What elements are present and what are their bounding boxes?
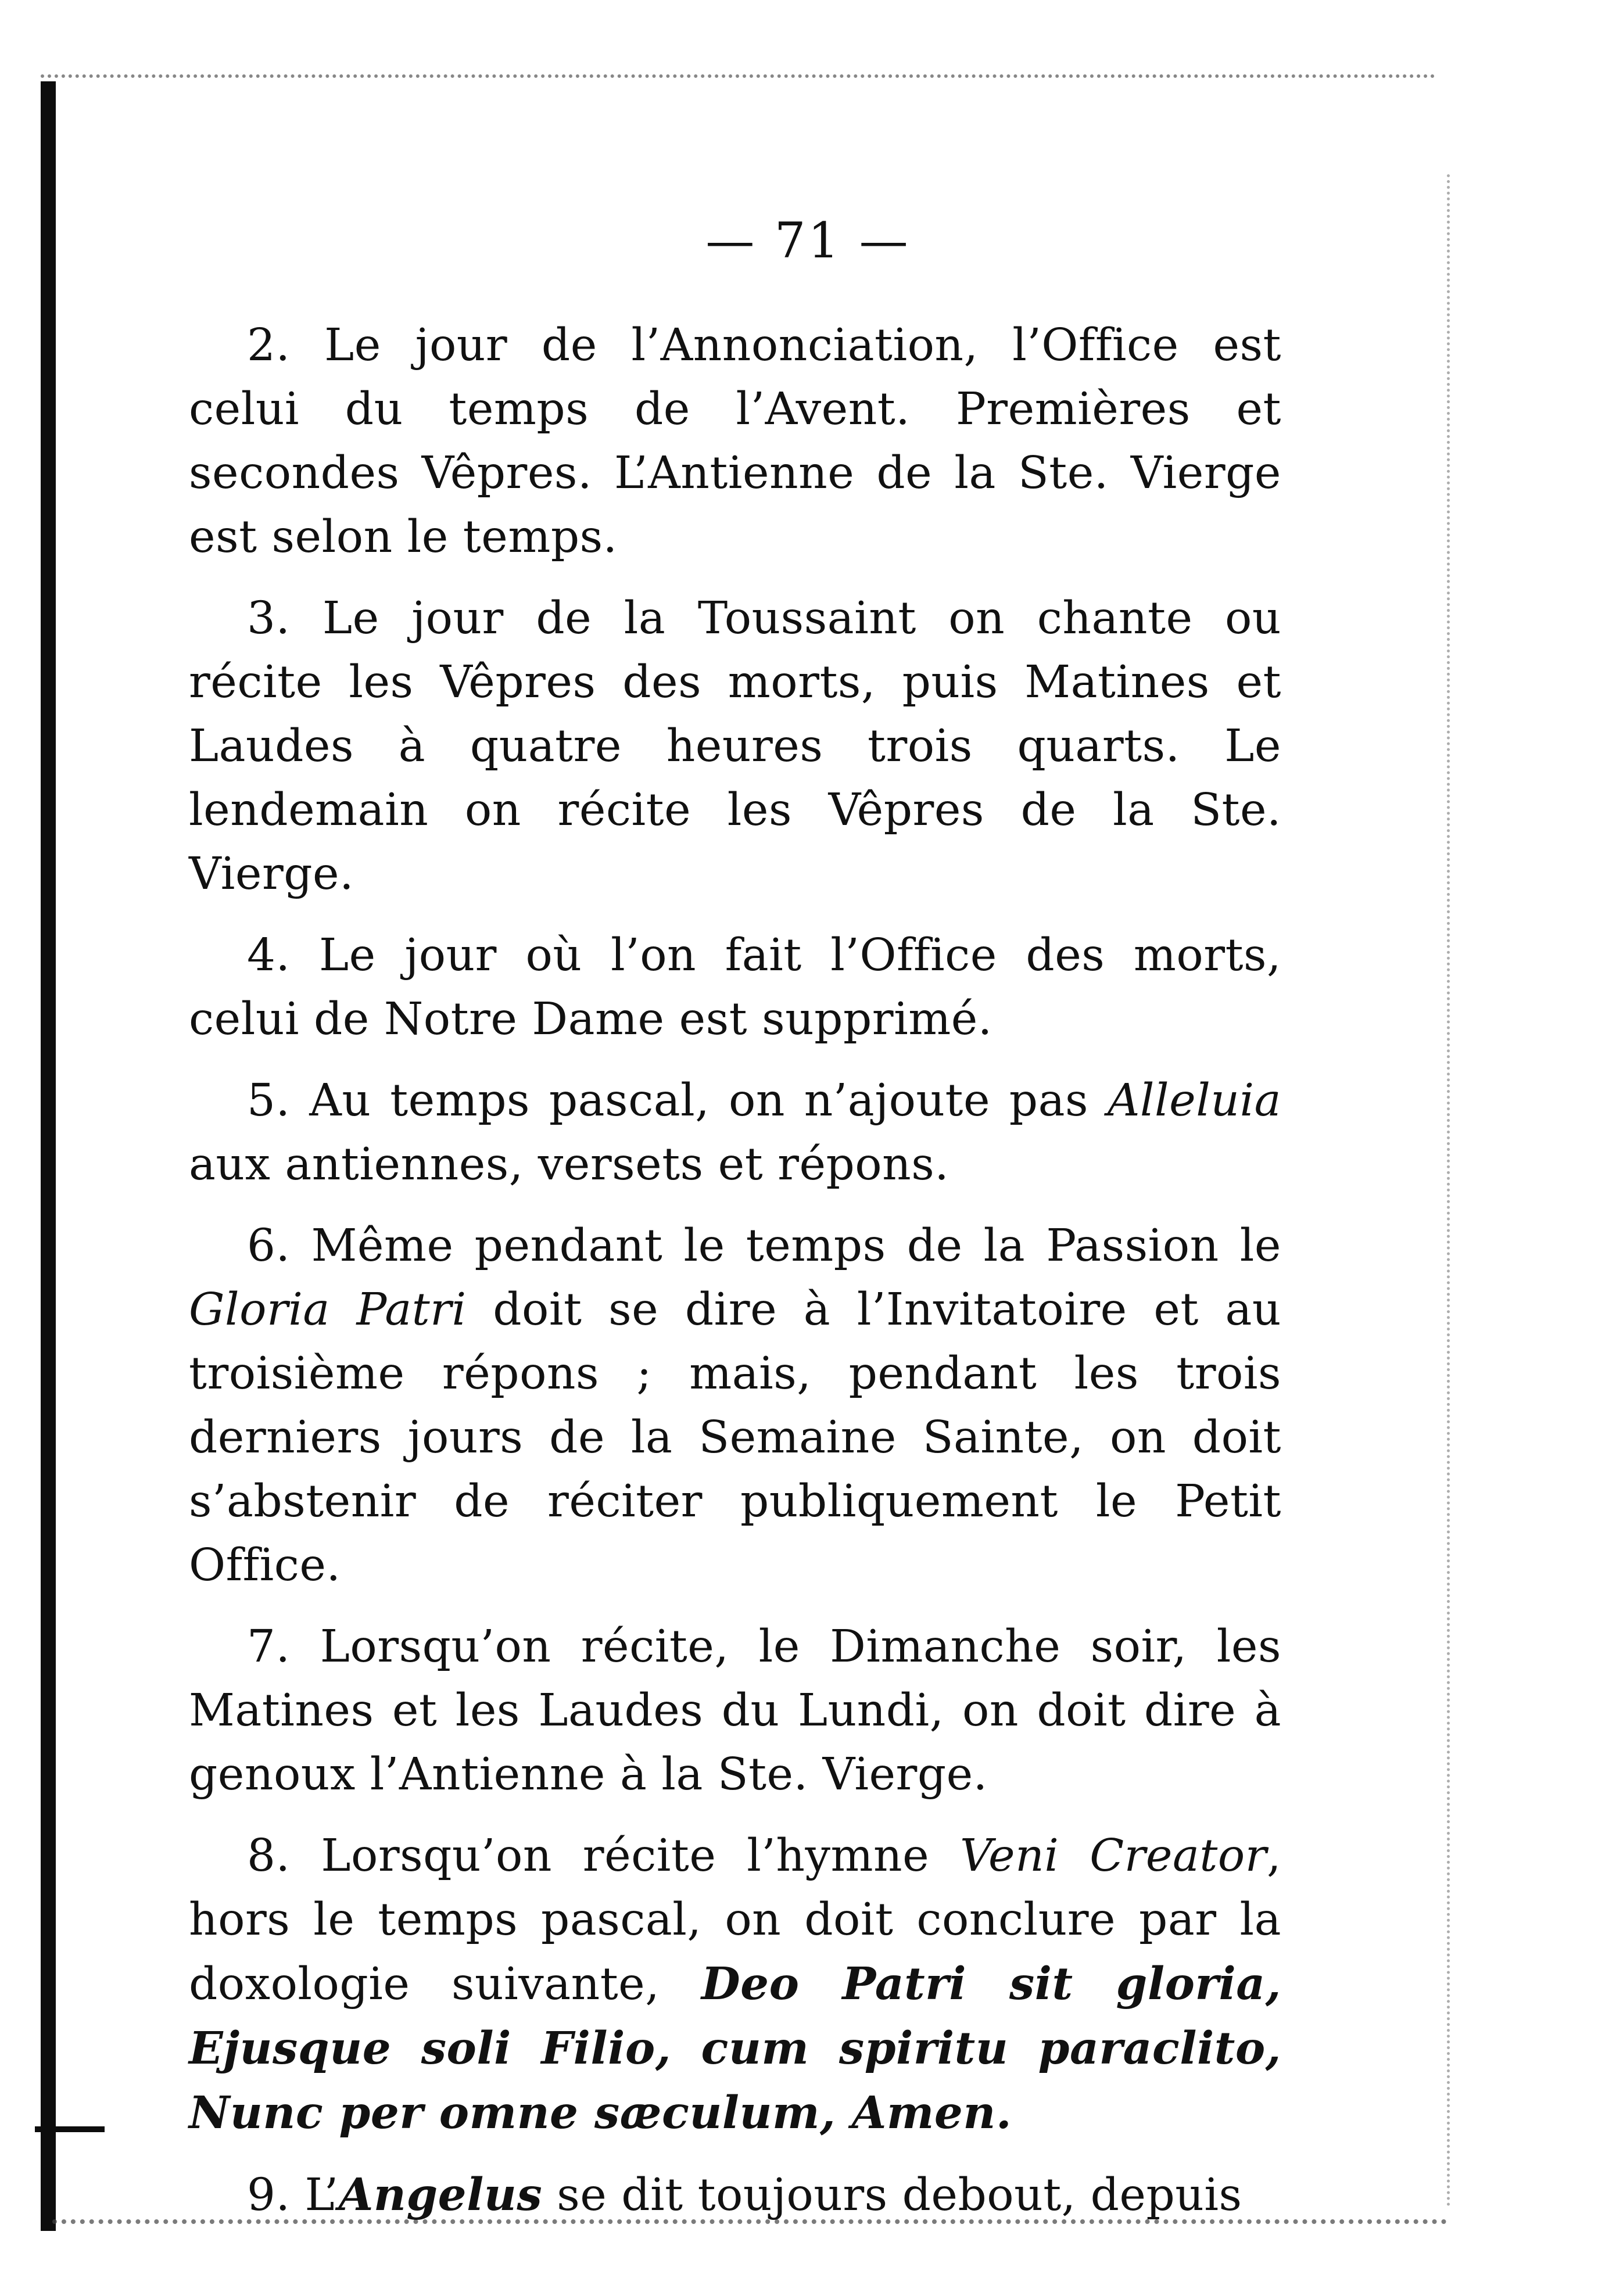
text-segment: se dit toujours debout, depuis [542,2169,1242,2221]
paragraph [189,2163,1281,2227]
text-segment: doit se dire à l’Invitatoire et au troisième répons ; mais, pendant les trois derniers jours de la Semaine Sainte, on doit s’abstenir de réciter publiquement le Petit Office. [189,1284,1282,1591]
emphasized-text: Gloria Patri [189,1284,467,1336]
paragraph-number: 4. [247,930,291,981]
emphasized-text: Alleluia [1107,1075,1281,1127]
page-number: — 71 — [705,212,911,269]
page-left-edge-shadow [41,81,56,2231]
paragraph [189,314,1281,569]
body-text [189,314,1281,2245]
paragraph [189,1069,1281,1197]
paragraph [189,924,1281,1052]
page-right-edge [1447,174,1450,2208]
text-segment: Le jour de la Toussaint on chante ou récite les Vêpres des morts, puis Matines et Laudes à quatre heures trois quarts. Le lendemain on récite les Vêpres de la Ste. Vierge. [189,593,1281,900]
paragraph-number: 7. [247,1621,291,1673]
paragraph-number: 6. [247,1220,291,1272]
paragraph [189,1214,1281,1598]
text-segment: aux antiennes, versets et répons. [189,1139,949,1190]
text-segment: Même pendant le temps de la Passion le [290,1220,1281,1272]
page-edge-notch [35,2126,105,2132]
paragraph-number: 3. [247,593,291,644]
paragraph-number: 8. [247,1830,291,1882]
emphasized-text: Deo Patri sit gloria, Ejusque soli Filio, cum spiritu paraclito, Nunc per omne sæculum, Amen. [189,1958,1281,2139]
page-top-edge [41,74,1435,78]
paragraph-number: 9. [247,2169,291,2221]
emphasized-text: Veni Creator [960,1830,1267,1882]
paragraph-number: 5. [247,1075,291,1127]
paragraph-number: 2. [247,320,291,371]
paragraph [189,587,1281,906]
text-segment: L’ [290,2169,339,2221]
text-segment: Lorsqu’on récite l’hymne [290,1830,961,1882]
paragraph [189,1824,1281,2146]
emphasized-text: Angelus [338,2169,543,2221]
text-segment: Lorsqu’on récite, le Dimanche soir, les Matines et les Laudes du Lundi, on doit dire à genoux l’Antienne à la Ste. Vierge. [189,1621,1281,1800]
text-segment: , hors le temps pascal, on doit conclure par la doxologie suivante, [189,1830,1281,2010]
text-segment: Le jour où l’on fait l’Office des morts, celui de Notre Dame est supprimé. [189,930,1281,1045]
text-segment: Le jour de l’Annonciation, l’Office est celui du temps de l’Avent. Premières et secondes Vêpres. L’Antienne de la Ste. Vierge est selon le temps. [189,320,1281,563]
text-segment: Au temps pascal, on n’ajoute pas [290,1075,1108,1127]
paragraph [189,1615,1281,1807]
